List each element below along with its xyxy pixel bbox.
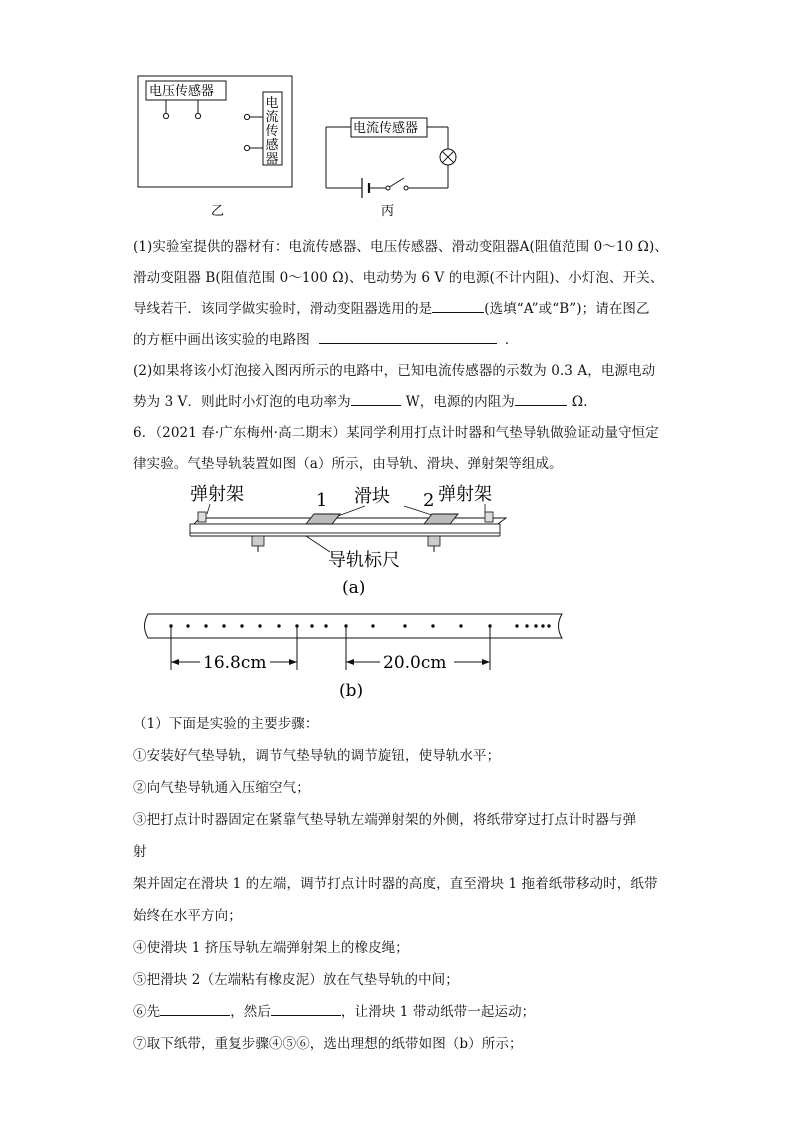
terminal — [163, 113, 168, 118]
step-3-line3: 架并固定在滑块 1 的左端，调节打点计时器的高度，直至滑块 1 拖着纸带移动时，纸带 — [133, 876, 658, 892]
figure-yi — [130, 70, 300, 220]
step-2: ②向气垫导轨通入压缩空气； — [133, 780, 310, 796]
answer-blank-circuit[interactable] — [319, 331, 497, 344]
current-sensor-char: 电 — [265, 96, 279, 111]
terminal — [244, 145, 249, 150]
switch-lever — [390, 178, 405, 187]
step-4: ④使滑块 1 挤压导轨左端弹射架上的橡皮绳； — [133, 940, 409, 956]
step-3-line1: ③把打点计时器固定在紧靠气垫导轨左端弹射架的外侧，将纸带穿过打点计时器与弹 — [133, 812, 637, 828]
step-7: ⑦取下纸带，重复步骤④⑤⑥，选出理想的纸带如图（b）所示； — [133, 1036, 523, 1052]
step-6-c: ，让滑块 1 带动纸带一起运动； — [341, 1004, 536, 1020]
distance-label-left: 16.8cm — [203, 653, 267, 673]
rail-top — [194, 518, 506, 524]
p1-line3-b: (选填“A”或“B”)；请在图乙 — [484, 301, 650, 317]
switch-terminal — [404, 186, 408, 190]
adjust-knob-left — [252, 536, 264, 546]
adjust-knob-right — [428, 536, 440, 546]
current-sensor-char: 流 — [265, 110, 279, 125]
p1-line2: 滑动变阻器 B(阻值范围 0～100 Ω)、电动势为 6 V 的电源(不计内阻)、小灯泡、开关、 — [133, 270, 664, 286]
figure-bing-caption: 丙 — [381, 204, 395, 219]
step-3-line2: 射 — [133, 844, 147, 860]
rail-body — [190, 524, 500, 533]
slider-1-label: 1 — [316, 490, 328, 511]
left-bumper — [198, 512, 206, 522]
figure-a — [180, 476, 520, 600]
p2-line2-b: W，电源的内阻为 — [405, 394, 515, 410]
p1-line3-a: 导线若干．该同学做实验时，滑动变阻器选用的是 — [133, 301, 433, 317]
answer-blank-step6-then[interactable] — [271, 1003, 341, 1016]
distance-label-right: 20.0cm — [383, 653, 447, 673]
slider-label: 滑块 — [354, 486, 390, 507]
figure-yi-caption: 乙 — [211, 204, 225, 219]
figure-b — [140, 604, 570, 704]
p1-line4-b: ． — [504, 332, 519, 348]
p2-line2 — [133, 390, 588, 410]
p1-line4-a: 的方框中画出该实验的电路图 — [133, 332, 310, 348]
step-3-line4: 始终在水平方向； — [133, 908, 242, 924]
p2-line1: (2)如果将该小灯泡接入图丙所示的电路中，已知电流传感器的示数为 0.3 A，电源电动 — [133, 363, 656, 379]
current-sensor-char: 器 — [265, 152, 279, 167]
figure-a-caption: (a) — [342, 578, 366, 598]
step-6-a: ⑥先 — [133, 1004, 161, 1020]
q6-line2: 律实验。气垫导轨装置如图（a）所示，由导轨、滑块、弹射架等组成。 — [133, 456, 563, 472]
current-sensor-char: 感 — [265, 138, 279, 153]
step-6-b: ，然后 — [230, 1004, 272, 1020]
right-bumper — [485, 512, 493, 522]
p1-line1: (1)实验室提供的器材有：电流传感器、电压传感器、滑动变阻器A(阻值范围 0～10 Ω)、 — [133, 239, 668, 255]
p1-line4 — [133, 328, 518, 348]
figure-b-caption: (b) — [339, 681, 364, 701]
terminal — [195, 113, 200, 118]
rail-scale-label: 导轨标尺 — [328, 550, 400, 571]
answer-blank-step6-first[interactable] — [160, 1003, 230, 1016]
answer-blank-resistance[interactable] — [515, 393, 567, 406]
voltage-sensor-label: 电压传感器 — [149, 84, 215, 99]
current-sensor-char: 传 — [265, 124, 279, 139]
step-6 — [133, 1000, 535, 1020]
p2-line2-c: Ω. — [571, 394, 588, 410]
answer-blank-rheostat[interactable] — [432, 300, 484, 313]
p1-line3 — [133, 297, 650, 317]
slider-2-label: 2 — [423, 490, 435, 511]
step-5: ⑤把滑块 2（左端粘有橡皮泥）放在气垫导轨的中间； — [133, 972, 459, 988]
left-bumper-label: 弹射架 — [190, 484, 244, 505]
steps-heading: （1）下面是实验的主要步骤： — [133, 716, 319, 732]
answer-blank-power[interactable] — [351, 393, 401, 406]
figure-bing — [318, 110, 468, 220]
right-bumper-label: 弹射架 — [438, 484, 492, 505]
q6-line1: 6．（2021 春·广东梅州·高二期末）某同学利用打点计时器和气垫导轨做验证动量守恒定 — [133, 425, 659, 441]
p2-line2-a: 势为 3 V．则此时小灯泡的电功率为 — [133, 394, 351, 410]
bing-current-sensor-label: 电流传感器 — [353, 121, 419, 136]
step-1: ①安装好气垫导轨，调节气垫导轨的调节旋钮，使导轨水平； — [133, 748, 501, 764]
terminal — [244, 114, 249, 119]
